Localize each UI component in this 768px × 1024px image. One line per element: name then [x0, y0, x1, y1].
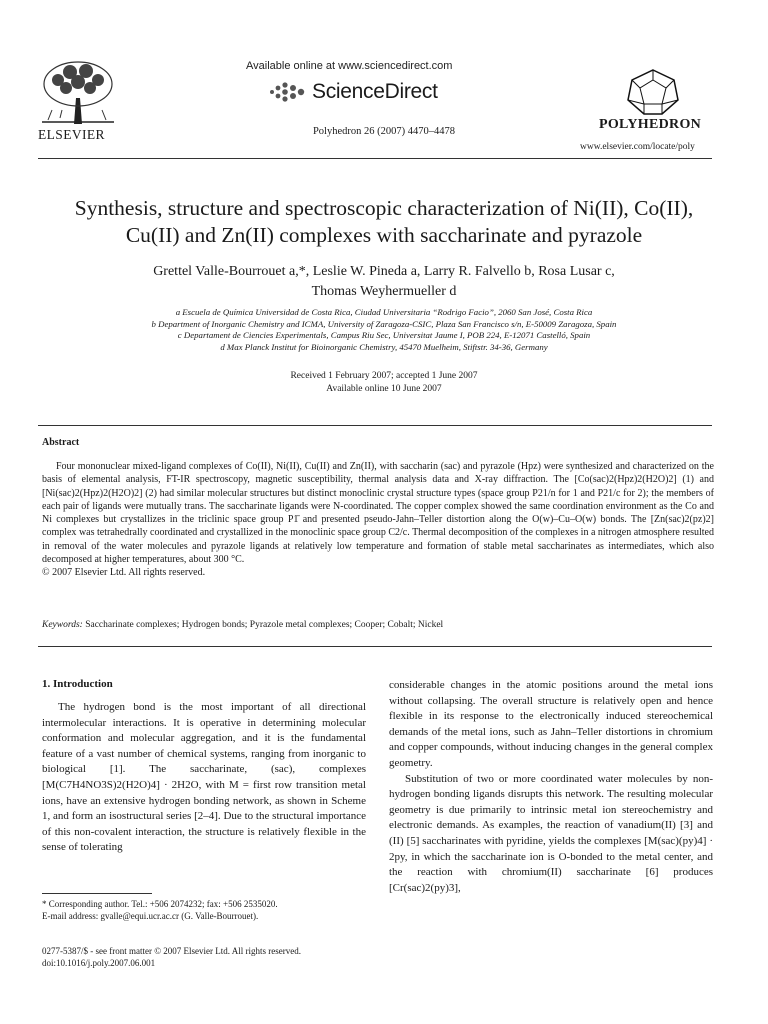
article-title: [30, 195, 738, 249]
sciencedirect-wordmark: ScienceDirect: [312, 80, 438, 103]
abstract-heading: Abstract: [42, 437, 80, 448]
elsevier-tree-logo: [38, 58, 118, 126]
affiliation-d: d Max Planck Institut for Bioinorganic Chemistry, 45470 Muelheim, Stiftstr. 34-36, Germany: [220, 341, 548, 352]
author-list: [30, 262, 738, 302]
intro-paragraph-3: Substitution of two or more coordinated water molecules by non-hydrogen bonding ligands disrupts this network. The resulting molecular geometry is due primarily to intrinsic metal ion stereochemistry and electronic demands. As examples, the reaction of vanadium(II) [3] and (II) [5] saccharinates with pyridine, yields the complexes [M(sac)(py)4] · 2py, in which the saccharinate ion is O-bonded to the metal center, and the reaction with chromium(II) saccharinate [6] produces [Cr(sac)2(py)3],: [389, 772, 713, 894]
footnote-rule: [42, 893, 152, 894]
bottom-matter: [42, 945, 301, 969]
sciencedirect-logo: [268, 80, 438, 104]
keywords-label: Keywords:: [42, 620, 83, 630]
sciencedirect-dots-icon: [268, 80, 306, 104]
abstract-text: Four mononuclear mixed-ligand complexes of Co(II), Ni(II), Cu(II) and Zn(II), with saccharin (sac) and pyrazole (Hpz) were synthesized and characterized on the basis of elemental analysis, FT-IR spectroscopy, magnetic susceptibility, thermal analysis data and X-ray diffraction. The [Co(sac)2(Hpz)2(H2O)2] (1) and [Ni(sac)2(Hpz)2(H2O)2] (2) had similar molecular structures but distinct monoclinic crystal structure types (space group P21/n for 1 and P21/c for 2); the members of each pair of ligands were mutually trans. The saccharinate ligands were N-coordinated. The copper complex showed the same coordination environment as the Co and Ni complexes but crystallizes in the triclinic space group P1̄ and presented pseudo-Jahn–Teller distortion along the O(w)–Cu–O(w) bonds. The [Zn(sac)2(pz)2] complex was tetrahedrally coordinated and crystallized in the monoclinic space group C2/c. Thermal decomposition of the complexes in a nitrogen atmosphere resulted in removal of the water molecules and pyrazole ligands at relatively low temperature and formation of stable metal saccharinates as intermediates, which also decomposed at higher temperatures, about 300 °C.: [42, 461, 714, 566]
affiliation-a: a Escuela de Química Universidad de Costa Rica, Ciudad Universitaria “Rodrigo Facio”, 2060 San José, Costa Rica: [175, 307, 593, 317]
intro-paragraph-2: considerable changes in the atomic positions around the metal ions without collapsing. The overall structure is relatively open and hence flexible in its response to the electronically induced stereochemical demands of the metal ions, such as Jahn–Teller distortions in chromium and copper compounds, without inducing changes in the general complex geometry.: [389, 679, 713, 769]
authors-line-2: Thomas Weyhermueller d: [311, 284, 457, 299]
corresponding-author: * Corresponding author. Tel.: +506 2074232; fax: +506 2535020.: [42, 899, 278, 909]
journal-reference: Polyhedron 26 (2007) 4470–4478: [312, 126, 456, 137]
abstract-top-rule: [38, 425, 712, 426]
issn-line: 0277-5387/$ - see front matter © 2007 Elsevier Ltd. All rights reserved.: [42, 946, 302, 956]
received-date: Received 1 February 2007; accepted 1 June 2007: [290, 371, 478, 381]
article-dates: [30, 370, 738, 395]
header-rule: [38, 158, 712, 159]
journal-name: POLYHEDRON: [599, 117, 702, 132]
abstract-body: [42, 460, 714, 580]
title-line-2: Cu(II) and Zn(II) complexes with saccharinate and pyrazole: [125, 223, 643, 247]
column-right: [389, 678, 713, 896]
available-date: Available online 10 June 2007: [326, 383, 442, 394]
keywords-text: Saccharinate complexes; Hydrogen bonds; Pyrazole metal complexes; Cooper; Cobalt; Nickel: [85, 620, 444, 630]
polyhedron-icon: [624, 68, 682, 116]
affiliations: [30, 307, 738, 353]
intro-paragraph-1: The hydrogen bond is the most important of all directional intermolecular interactions. It is operative in determining molecular conformation and molecular aggregation, and it is the fundamental feature of a vast number of chemical systems, ranging from inorganic to biological [1]. The saccharinate, (sac), complexes [M(C7H4NO3S)2(H2O)4] · 2H2O, with M = first row transition metal ions, have an extensive hydrogen bonding network, as shown in Scheme 1, and form an isostructural series [2–4]. Due to the structural importance of this non-covalent interaction, the structure is relatively flexible in the sense of tolerating: [42, 701, 366, 854]
abstract-bottom-rule: [38, 646, 712, 647]
available-online-text: Available online at www.sciencedirect.com: [246, 60, 453, 72]
doi-link[interactable]: doi:10.1016/j.poly.2007.06.001: [42, 958, 156, 968]
title-line-1: Synthesis, structure and spectroscopic characterization of Ni(II), Co(II),: [74, 196, 694, 220]
abstract-copyright: © 2007 Elsevier Ltd. All rights reserved.: [42, 567, 206, 579]
publisher-name: ELSEVIER: [38, 127, 105, 142]
author-email[interactable]: E-mail address: gvalle@equi.ucr.ac.cr (G. Valle-Bourrouet).: [42, 911, 259, 921]
column-left: [42, 700, 366, 856]
section-heading-introduction: 1. Introduction: [42, 678, 113, 690]
authors-line-1: Grettel Valle-Bourrouet a,*, Leslie W. Pineda a, Larry R. Falvello b, Rosa Lusar c,: [153, 264, 615, 279]
affiliation-b: b Department of Inorganic Chemistry and ICMA, University of Zaragoza-CSIC, Plaza San Francisco s/n, E-50009 Zaragoza, Spain: [151, 318, 617, 329]
affiliation-c: c Departament de Ciencies Experimentals, Campus Riu Sec, Universitat Jaume I, POB 224, E-12071 Castelló, Spain: [177, 330, 591, 340]
footnote: [42, 898, 366, 922]
keywords: [42, 620, 443, 630]
journal-url-link[interactable]: www.elsevier.com/locate/poly: [580, 142, 695, 152]
